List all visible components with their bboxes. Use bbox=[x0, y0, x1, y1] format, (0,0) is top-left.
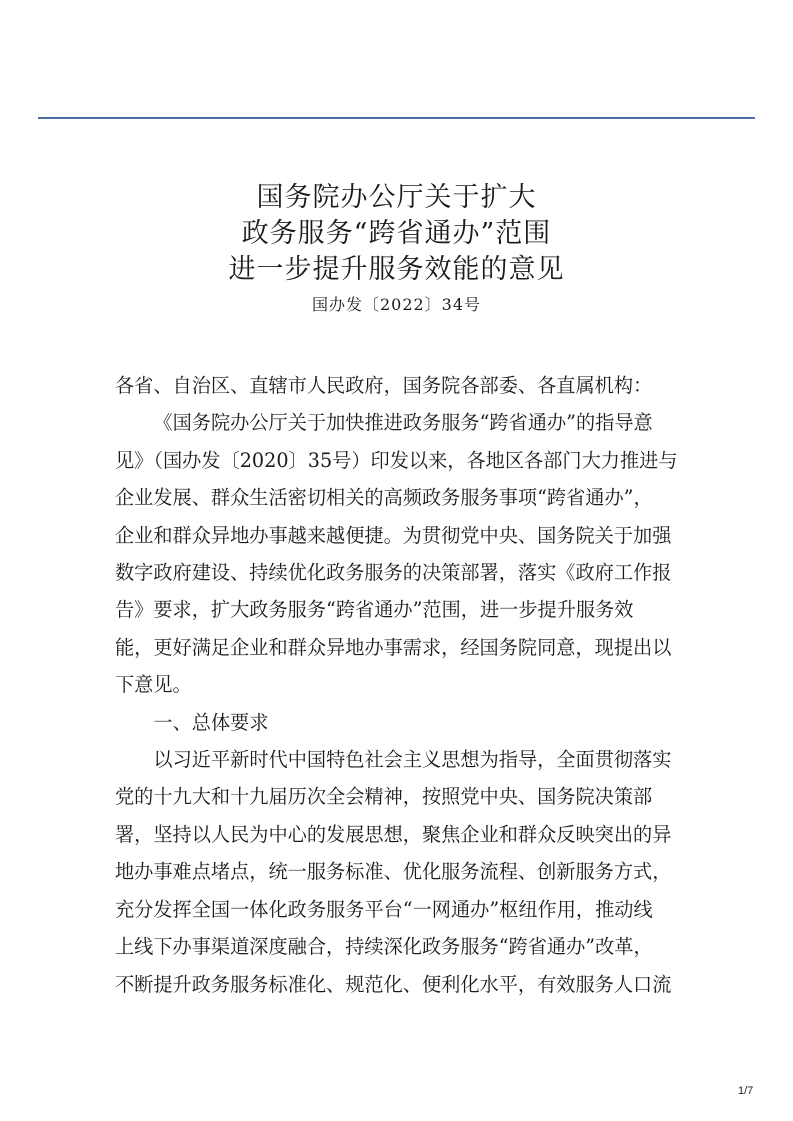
document-title-line-3: 进一步提升服务效能的意见 bbox=[228, 254, 565, 285]
document-title-line-2: 政务服务“跨省通办”范围 bbox=[241, 218, 552, 249]
text-line: 《国务院办公厅关于加快推进政务服务“跨省通办”的指导意 bbox=[153, 411, 653, 435]
text-line: 企业和群众异地办事越来越便捷。为贯彻党中央、国务院关于加强 bbox=[115, 523, 672, 547]
paragraph-general-requirements bbox=[115, 741, 685, 1003]
text-line: 见》（国办发〔2020〕35号）印发以来，各地区各部门大力推进与 bbox=[115, 448, 678, 472]
section-heading: 一、总体要求 bbox=[153, 710, 269, 734]
text-line: 不断提升政务服务标准化、规范化、便利化水平，有效服务人口流 bbox=[115, 972, 672, 996]
header-rule bbox=[38, 117, 755, 119]
text-line: 党的十九大和十九届历次全会精神，按照党中央、国务院决策部 bbox=[115, 785, 653, 809]
text-line: 以习近平新时代中国特色社会主义思想为指导，全面贯彻落实 bbox=[153, 748, 672, 772]
text-line: 署，坚持以人民为中心的发展思想，聚焦企业和群众反映突出的异 bbox=[115, 822, 672, 846]
document-header bbox=[0, 180, 793, 316]
text-line: 能，更好满足企业和群众异地办事需求，经国务院同意，现提出以 bbox=[115, 635, 672, 659]
document-number: 国办发〔2022〕34号 bbox=[311, 295, 482, 314]
document-title-line-1: 国务院办公厅关于扩大 bbox=[256, 182, 537, 213]
page-indicator: 1/7 bbox=[738, 1085, 754, 1097]
text-line: 告》要求，扩大政务服务“跨省通办”范围，进一步提升服务效 bbox=[115, 598, 634, 622]
text-line: 上线下办事渠道深度融合，持续深化政务服务“跨省通办”改革， bbox=[115, 935, 653, 959]
document-body bbox=[115, 367, 685, 1003]
text-line: 地办事难点堵点，统一服务标准、优化服务流程、创新服务方式， bbox=[115, 860, 672, 884]
text-line: 数字政府建设、持续优化政务服务的决策部署，落实《政府工作报 bbox=[115, 561, 672, 585]
text-line: 充分发挥全国一体化政务服务平台“一网通办”枢纽作用，推动线 bbox=[115, 897, 653, 921]
addressee: 各省、自治区、直辖市人民政府，国务院各部委、各直属机构： bbox=[115, 374, 653, 397]
text-line: 下意见。 bbox=[115, 673, 192, 697]
paragraph-intro bbox=[115, 404, 685, 703]
text-line: 企业发展、群众生活密切相关的高频政务服务事项“跨省通办”， bbox=[115, 486, 653, 510]
